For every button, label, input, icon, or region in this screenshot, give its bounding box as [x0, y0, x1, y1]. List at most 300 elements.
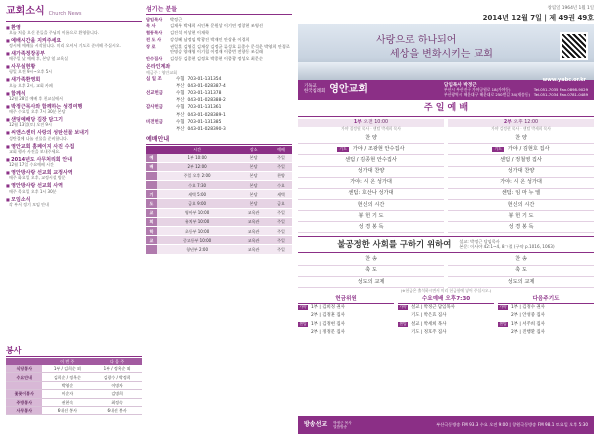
prayer-tag: 기도 [494, 145, 502, 151]
account-purpose: 비전헌금 [146, 119, 163, 125]
duty-row [298, 304, 394, 312]
service-duty-row [6, 390, 142, 398]
schedule-time: 청년부 2:00 [157, 245, 237, 254]
service-duty-category: 식당봉사 [6, 365, 42, 373]
duty-row [298, 320, 394, 328]
order-of-worship-text: 센텀 / 김종현 안수집사 [345, 157, 397, 164]
staff-names: 김성동 김종현 김정호 박종현 이종광 정성오 최문순 [170, 55, 263, 61]
order-of-worship-text: 가야 / 김현호 집사 [507, 146, 550, 153]
wednesday-service-title: 수요예배 오후7:30 [398, 296, 494, 304]
wednesday-service [398, 296, 494, 337]
news-item-body: 정시에 예배를 시작합니다. 미리 오셔서 기도로 준비해 주십시오. [9, 42, 121, 48]
service-duty-category: 수요안내 [6, 373, 42, 381]
account-row [146, 84, 292, 90]
church-news-list [6, 25, 142, 208]
schedule-row [146, 245, 292, 254]
schedule-place: 교육관 [237, 208, 270, 217]
order-of-worship-line [448, 167, 594, 178]
duty-text: 2부 | 정정문 집사 [311, 329, 345, 335]
church-logo-band [298, 77, 594, 100]
duty-text: 1부 | 김정현 집사 [311, 321, 345, 327]
order-of-worship-text: 가야: 시 온 성가대 [500, 179, 542, 186]
schedule-row [146, 208, 292, 217]
news-item [6, 170, 142, 181]
schedule-place: 본당 [237, 181, 270, 190]
schedule-kind: 주일 [270, 217, 292, 226]
account-row [146, 127, 292, 133]
sermon-block [298, 236, 594, 253]
duty-campus: 가야 [299, 304, 307, 310]
account-bank: 부산 [176, 84, 185, 90]
schedule-time: 금요 9:00 [157, 199, 237, 208]
schedule-place: 교육관 [237, 227, 270, 236]
account-number: 043-01-028387-4 [187, 84, 226, 90]
order-of-worship-line [298, 133, 444, 144]
news-item-body: 12월 28일 예배 후 친교실에서 [9, 95, 63, 101]
slogan-line-1: 사랑으로 하나되어 [376, 35, 457, 47]
account-purpose [146, 84, 176, 90]
schedule-category: 회 [146, 217, 157, 226]
account-bank: 부산 [176, 126, 185, 132]
service-duty-category [6, 381, 42, 389]
denomination-line-1: 기독교 [304, 84, 317, 90]
service-duty-this-header: 이 번 주 [42, 358, 92, 365]
schedule-kind: 금요 [270, 199, 292, 208]
tel-1: Tel.051-7035 Fax.0898-9029 [533, 87, 588, 93]
service-duty-next-week: 최정숙 [92, 398, 142, 406]
broadcast-sub-1: 박정근 목사 [333, 420, 352, 425]
service-duty-this-week: 김희순 / 정옥순 [42, 373, 92, 381]
news-item-body: 매주 수요일 오후 7시 30분 본당 [9, 109, 66, 115]
staff-names: 박정근 [170, 16, 183, 22]
schedule-place: 본당 [237, 171, 270, 180]
schedule-time: 새벽 5:00 [157, 190, 237, 199]
news-item-title: ■ 새가족정장공부 [6, 51, 142, 57]
church-news-subtitle: Church News [48, 11, 82, 18]
duty-text: 2부 | 안성중 집사 [511, 313, 545, 319]
news-item [6, 183, 142, 194]
service-duty-this-week: 6내선 봉사 [42, 406, 92, 414]
account-purpose [146, 113, 176, 119]
news-item-body: 매주 화요일 오후, 교정시설 방문 [9, 175, 66, 181]
account-purpose: 십 일 조 [146, 77, 162, 83]
schedule-title: 예배안내 [146, 136, 292, 145]
duty-row [498, 328, 594, 336]
news-item-title: ■ 영안방사랑 선교회 사역 [6, 183, 142, 189]
slogan-text [376, 34, 493, 61]
news-item-title: ■ 씨앤스센터 사랑의 성탄선물 보내기 [6, 130, 142, 136]
service-duty-next-week: 김명희 [92, 390, 142, 398]
second-service-label: 2부 [503, 120, 512, 125]
order-of-worship-text: 센텀: 호산나 성가대 [348, 190, 394, 197]
news-item [6, 130, 142, 141]
news-item [6, 104, 142, 115]
service-duty-row [6, 406, 142, 414]
first-service-time-value: 오전 10:00 [363, 120, 389, 125]
schedule-category: 학 [146, 227, 157, 236]
account-row [146, 120, 292, 126]
order-of-worship-line [298, 211, 444, 222]
sermon-title: 불공정한 사회를 구하기 위하여 [337, 239, 452, 250]
first-service-label: 1부 [353, 120, 362, 125]
offering-committee-title: 헌금위원 [298, 296, 394, 304]
second-service-leaders: 가야 김정현 목사 · 센텀 박세희 목사 [491, 126, 551, 132]
first-service [298, 119, 444, 234]
sermon-reference: 본문: 이사야 42:1~4, 8ㄱ절 (구약 p.1016, 1063) [459, 244, 555, 250]
closing-order-line: 축 도 [298, 266, 444, 277]
schedule-category: 기 [146, 190, 157, 199]
schedule-time: 주일 오후 2:00 [157, 171, 237, 180]
staff-role: 전 도 사 [146, 37, 162, 43]
church-news-header [6, 6, 142, 22]
account-row [146, 91, 292, 97]
duty-row [398, 304, 494, 312]
schedule-time: 영아부 10:00 [157, 208, 237, 217]
news-item-body: 12월 13일(토) 오전 9시 [9, 122, 52, 128]
account-number: 703-01-131378 [187, 91, 222, 97]
service-duty-this-week: 이순자 [42, 390, 92, 398]
staff-names: 권일훈 김영길 김재상 김정균 류성호 류종수 문석운 박영희 안경로 안명승 양재영 이기철 이정재 이종번 전향동 조길래 [170, 43, 290, 55]
service-duty-category: 주방봉사 [6, 398, 42, 406]
account-number: 043-01-028389-1 [187, 112, 226, 118]
order-of-worship-line [448, 189, 594, 200]
news-item [6, 144, 142, 155]
staff-title: 섬기는 분들 [146, 6, 292, 15]
news-item-body: 매주 목요일 오후 1시 30분 [9, 188, 57, 194]
schedule-header: 장소 [237, 146, 270, 154]
account-purpose: 선교헌금 [146, 91, 163, 97]
news-item-body: 각 부서 정기 모임 안내 [9, 201, 49, 207]
schedule-time: 중고등부 10:00 [157, 236, 237, 245]
schedule-category [146, 181, 157, 190]
staff-row [146, 30, 292, 35]
broadcast-schedule: 부산극동방송 FM 93.3 수요 오전 9:00 | 창원극동방송 FM 98.1 토요일 오후 5:30 [436, 422, 588, 428]
staff-role: 담임목사 [146, 16, 163, 22]
staff-row [146, 23, 292, 28]
order-of-worship-line [448, 155, 594, 166]
news-item [6, 197, 142, 208]
service-duty-section [6, 346, 142, 415]
news-item-title: ■ 영안방사랑 선교회 교정사역 [6, 170, 142, 176]
duty-text: 2부 | 김정훈 집사 [311, 313, 345, 319]
service-duty-this-week: 권현숙 [42, 398, 92, 406]
address-2: 부산광역시 해운대구 해운대로 250번길 34(재송동) [444, 92, 530, 98]
offering-committee [298, 296, 394, 337]
service-duty-row [6, 381, 142, 389]
qr-code-icon[interactable] [560, 32, 588, 60]
account-purpose [146, 98, 176, 104]
account-number: 703-01-131354 [187, 77, 222, 83]
duty-row [398, 320, 494, 328]
schedule-category: 교 [146, 208, 157, 217]
broadcast-footer [298, 416, 594, 434]
news-item-body: 성탄절에 나눌 선물을 준비합니다. [9, 135, 69, 141]
duty-text: 기도 | 박은효 집사 [411, 313, 447, 319]
pastor-name: 담임목사 박정근 [444, 82, 477, 88]
broadcast-sub-2: 말씀방송 [333, 425, 348, 429]
service-duty-next-header: 다 음 주 [92, 358, 142, 365]
duty-row [498, 312, 594, 320]
schedule-row [146, 181, 292, 190]
news-item-title: ■ 예배시간을 지켜주세요 [6, 38, 142, 44]
news-item-title: ■ 함께식 [6, 91, 142, 97]
staff-list [146, 17, 292, 62]
news-item [6, 25, 142, 36]
service-duty-title: 봉사 [6, 346, 142, 357]
staff-names: 강성혜 남정임 박광진 박재인 안상윤 이경희 [170, 37, 250, 43]
schedule-kind: 주일 [270, 154, 292, 163]
staff-role: 협동목사 [146, 30, 163, 36]
order-of-worship-text: 헌신의 시간 [357, 201, 385, 208]
account-purpose: 감사헌금 [146, 105, 163, 111]
denomination-line-2: 한국침례회 [304, 89, 326, 95]
duty-campus: 센텀 [499, 320, 507, 326]
schedule-header [146, 146, 157, 154]
account-bank: 부산 [176, 98, 185, 104]
duty-text: 1부 | 김희정 권사 [311, 304, 345, 310]
slogan-line-2: 세상을 변화시키는 교회 [390, 48, 493, 60]
service-duty-next-week: 6내선 봉사 [92, 406, 142, 414]
service-duty-table [6, 358, 142, 415]
news-item-title: ■ 샌딩예배당 김장 담그기 [6, 117, 142, 123]
service-duty-category: 사무봉사 [6, 406, 42, 414]
duty-row [298, 328, 394, 336]
staff-column [146, 6, 292, 434]
order-of-worship-text: 성 경 봉 독 [358, 223, 384, 230]
staff-role: 목 사 [146, 23, 156, 29]
closing-order-line: 찬 송 [298, 255, 444, 266]
duty-row [398, 312, 494, 320]
account-number: 043-01-028390-3 [187, 126, 226, 132]
schedule-place: 본당 [237, 154, 270, 163]
schedule-place: 본당 [237, 199, 270, 208]
account-row [146, 98, 292, 104]
news-item-title: ■ 새가족환영회 [6, 77, 142, 83]
duty-text: 설교 | 박정근 담임목사 [411, 304, 455, 310]
schedule-category [146, 171, 157, 180]
schedule-table [146, 146, 292, 255]
closing-order-line: 성도의 교제 [448, 277, 594, 288]
schedule-row [146, 236, 292, 245]
order-of-worship-line [298, 167, 444, 178]
order-of-worship-text: 가야 / 조광현 안수집사 [352, 146, 405, 153]
schedule-row [146, 162, 292, 171]
offering-note: (※헌금은 출석하시면서 미리 헌금함에 넣어 주십시오.) [400, 287, 492, 293]
account-number: 703-01-131361 [187, 105, 222, 111]
schedule-row [146, 171, 292, 180]
address-1: 부산시 부산진구 가야공원로 18(가야동) [444, 87, 511, 93]
schedule-place: 교육관 [237, 217, 270, 226]
duty-row [298, 312, 394, 320]
order-of-worship-line [298, 189, 444, 200]
worship-column [298, 6, 594, 434]
schedule-kind: 주일 [270, 162, 292, 171]
news-item [6, 64, 142, 75]
news-item-title: ■ 박정근목사와 함께하는 성경여행 [6, 104, 142, 110]
staff-role: 장 로 [146, 43, 156, 49]
prayer-tag: 기도 [339, 145, 347, 151]
order-of-worship-text: 센텀 / 정철영 집사 [500, 157, 542, 164]
service-duty-next-week: 1부 / 정옥순 외 [92, 365, 142, 373]
order-of-worship-line [448, 211, 594, 222]
account-bank: 수협 [176, 77, 185, 83]
duty-text: 2부 | 진행환 집사 [511, 329, 545, 335]
church-contact-info [444, 83, 588, 98]
schedule-row [146, 190, 292, 199]
schedule-kind: 주일 [270, 236, 292, 245]
closing-order-line: 성도의 교제 [298, 277, 444, 288]
duty-text: 기도 | 정호주 집사 [411, 329, 447, 335]
schedule-place: 본당 [237, 190, 270, 199]
news-item [6, 157, 142, 168]
schedule-kind: 수요 [270, 181, 292, 190]
schedule-place: 본당 [237, 162, 270, 171]
news-item [6, 38, 142, 49]
denomination-tag [304, 85, 325, 95]
news-item-title: ■ 영안교회 홈페이지 사진 수집 [6, 144, 142, 150]
schedule-kind: 주일 [270, 208, 292, 217]
duty-text: 1부 | 김정수 권사 [511, 304, 545, 310]
staff-row [146, 17, 292, 22]
order-of-worship-text: 봉 헌 기 도 [358, 212, 384, 219]
news-item-body: 교회 행사 사진을 보내주세요. [9, 148, 61, 154]
schedule-time: 2부 12:00 [157, 162, 237, 171]
order-of-worship-text: 찬 양 [365, 135, 377, 142]
order-of-worship-line [298, 200, 444, 211]
order-of-worship-line [448, 144, 594, 155]
duty-row [498, 304, 594, 312]
schedule-time: 수요 7:30 [157, 181, 237, 190]
church-name: 영안교회 [329, 84, 368, 95]
account-bank: 수협 [176, 105, 185, 111]
account-bank: 수협 [176, 91, 185, 97]
broadcast-sub [333, 421, 352, 429]
order-of-worship-line [298, 178, 444, 189]
closing-order-line: 축 도 [448, 266, 594, 277]
schedule-time: 유치부 10:00 [157, 217, 237, 226]
service-duty-row [6, 373, 142, 381]
account-number: 043-01-028388-2 [187, 98, 226, 104]
news-item-body: 오늘 처음 오신 분들을 주님의 이름으로 환영합니다. [9, 29, 100, 35]
news-item [6, 51, 142, 62]
order-of-worship-text: 봉 헌 기 도 [508, 212, 534, 219]
church-news-column [6, 6, 142, 434]
schedule-kind: 주일 [270, 227, 292, 236]
schedule-category: 배 [146, 162, 157, 171]
news-item-body: 평일 오전 9시~오후 5시 [9, 69, 53, 75]
account-bank: 부산 [176, 112, 185, 118]
order-of-worship-text: 가야: 시 온 성가대 [350, 179, 392, 186]
duty-campus: 가야 [499, 304, 507, 310]
schedule-header: 시간 [157, 146, 237, 154]
schedule-place: 교육관 [237, 245, 270, 254]
accounts-title: 온라인계좌 [146, 64, 171, 71]
founded-date: 창립일 1964년 1월 1일 [547, 6, 594, 11]
account-row [146, 77, 292, 83]
order-of-worship-line [448, 133, 594, 144]
news-item [6, 91, 142, 102]
duty-row [398, 328, 494, 336]
news-item-title: ■ 사무실현황 [6, 64, 142, 70]
service-duty-next-week: 이명자 [92, 381, 142, 389]
sermon-info [459, 239, 554, 250]
news-item-body: 오늘 오후 2시, 교회 카페 [9, 82, 53, 88]
service-duty-row [6, 398, 142, 406]
duty-roster [298, 296, 594, 337]
closing-order-line: 찬 송 [448, 255, 594, 266]
account-row [146, 113, 292, 119]
sunday-worship-title: 주 일 예 배 [298, 103, 594, 116]
sermon-preacher: 설교: 박정근 담임목사 [459, 239, 500, 245]
news-item [6, 77, 142, 88]
schedule-category [146, 245, 157, 254]
order-of-worship-text: 찬 양 [515, 135, 527, 142]
website-link[interactable]: www.yabc.or.kr [542, 77, 586, 84]
order-of-worship-line [448, 178, 594, 189]
second-service [448, 119, 594, 234]
news-item-body: 매주일 낮 예배 후, 본당 옆 교육실 [9, 56, 69, 62]
duty-campus: 가야 [399, 304, 407, 310]
second-service-time-value: 오후 12:00 [513, 120, 539, 125]
account-row [146, 105, 292, 111]
news-item-title: ■ 모임소식 [6, 197, 142, 203]
service-duty-next-week: 김광수 / 박정희 [92, 373, 142, 381]
duty-row [498, 320, 594, 328]
news-item-title: ■ 환영 [6, 25, 142, 31]
duty-text: 1부 | 서주희 집사 [511, 321, 545, 327]
account-number: 703-01-131385 [187, 119, 222, 125]
worship-services [298, 119, 594, 234]
news-item [6, 117, 142, 128]
order-of-worship-line [298, 144, 444, 155]
schedule-kind: 주일 [270, 245, 292, 254]
order-of-worship-text: 헌신의 시간 [507, 201, 535, 208]
next-week-prayer [498, 296, 594, 337]
schedule-kind: 새벽 [270, 190, 292, 199]
account-bank: 수협 [176, 119, 185, 125]
order-of-worship-line [448, 222, 594, 233]
accounts-list [146, 77, 292, 132]
schedule-row [146, 227, 292, 236]
next-week-prayer-title: 다음주기도 [498, 296, 594, 304]
schedule-kind: 찬양 [270, 171, 292, 180]
tel-2: Tel.051-7034 Fax.0781-0489 [533, 92, 588, 98]
duty-campus: 센텀 [299, 320, 307, 326]
first-service-leaders: 가야 집정원 목사 · 센텀 박세희 목사 [341, 126, 401, 132]
slogan-banner [298, 24, 594, 80]
schedule-row [146, 217, 292, 226]
service-duty-cat-header [6, 358, 42, 365]
order-of-worship-line [448, 200, 594, 211]
schedule-row [146, 199, 292, 208]
service-duty-row [6, 365, 142, 373]
schedule-time: 1부 10:00 [157, 154, 237, 163]
schedule-header: 예배 [270, 146, 292, 154]
broadcast-label: 방송선교 [304, 421, 328, 429]
after-sermon [298, 255, 594, 288]
order-of-worship-line [298, 155, 444, 166]
order-of-worship-text: 센텀: 임 마 누 엘 [501, 190, 541, 197]
staff-names: 김진석 이상현 이재학 [170, 30, 210, 36]
church-news-title: 교회소식 [6, 6, 45, 17]
order-of-worship-line [298, 222, 444, 233]
staff-names: 김재우 박세희 서인복 문원상 이기연 정창현 조영선 [170, 23, 263, 29]
staff-role: 안수집사 [146, 55, 163, 61]
staff-row [146, 56, 292, 61]
duty-campus: 센텀 [399, 320, 407, 326]
service-duty-this-week: 박영순 [42, 381, 92, 389]
order-of-worship-text: 성가대 찬양 [357, 168, 385, 175]
